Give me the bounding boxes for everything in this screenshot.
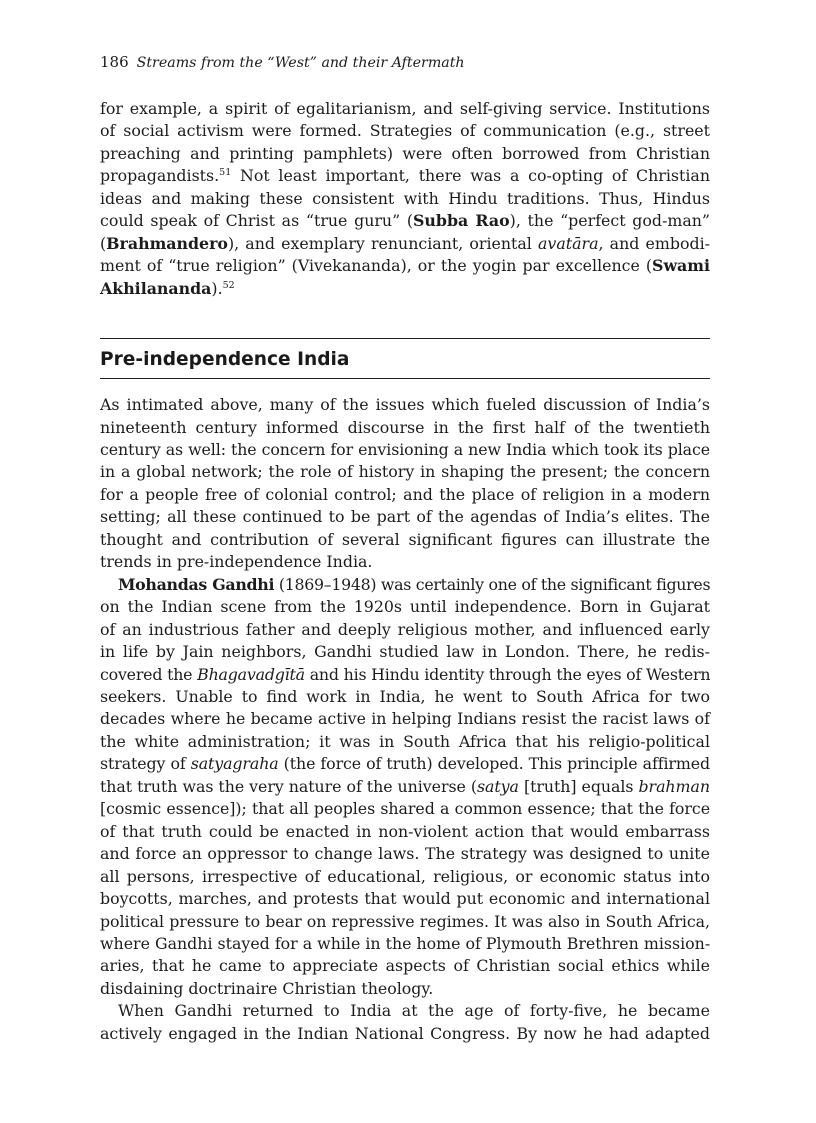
text-fragment: ), the “perfect god-man” [509, 211, 710, 231]
term-satya: satya [476, 776, 519, 796]
text-line: the white administration; it was in South Africa that his religio-political [100, 731, 710, 751]
text-line: preaching and printing pamphlets) were often borrowed from Christian [100, 143, 710, 163]
footnote-ref-51[interactable]: 51 [219, 167, 232, 179]
text-line: aries, that he came to appreciate aspects of Christian social ethics while [100, 956, 710, 976]
text-line: setting; all these continued to be part of the agendas of India’s elites. The [100, 507, 710, 527]
name-mohandas-gandhi: Mohandas Gandhi [118, 574, 275, 594]
text-line: disdaining doctrinaire Christian theology. [100, 978, 434, 998]
text-line: of that truth could be enacted in non-violent action that would embarrass [100, 821, 710, 841]
text-line [100, 753, 710, 775]
text-fragment: ment of “true religion” (Vivekananda), or the yogin par excellence ( [100, 256, 653, 276]
page-number: 186 [100, 53, 129, 71]
text-fragment: that truth was the very nature of the universe ( [100, 776, 477, 796]
text-fragment: could speak of Christ as “true guru” ( [100, 211, 414, 231]
text-fragment: [truth] equals [518, 776, 639, 796]
text-fragment: ). [211, 278, 223, 298]
text-fragment: ), and exemplary renunciant, oriental [227, 233, 538, 253]
section-rule-bottom [100, 378, 710, 379]
text-line: and force an oppressor to change laws. The strategy was designed to unite [100, 844, 710, 864]
text-line: trends in pre-independence India. [100, 552, 373, 572]
paragraph-3 [100, 1000, 710, 1045]
term-satyagraha: satyagraha [190, 754, 279, 774]
running-head [100, 52, 710, 73]
text-fragment: propagandists. [100, 166, 220, 186]
text-line: for example, a spirit of egalitarianism, and self-giving service. Institutions [100, 99, 710, 118]
term-avatara: avatāra [538, 233, 599, 253]
text-line: political pressure to bear on repressive regimes. It was also in South Africa, [100, 911, 710, 931]
text-fragment: Not least important, there was a co-opting of Christian [231, 166, 710, 186]
text-line: where Gandhi stayed for a while in the home of Plymouth Brethren mission- [100, 933, 711, 953]
text-fragment: and his Hindu identity through the eyes of Western [304, 664, 711, 684]
text-line: in a global network; the role of history in shaping the present; the concern [100, 462, 710, 482]
name-brahmandero: Brahmandero [106, 233, 228, 253]
term-brahman: brahman [638, 776, 710, 796]
text-fragment: (1869–1948) was certainly one of the significant figures [274, 574, 711, 594]
text-fragment: ( [100, 233, 107, 253]
term-bhagavadgita: Bhagavadgītā [197, 664, 305, 684]
text-line: actively engaged in the Indian National Congress. By now he had adapted [100, 1023, 710, 1043]
intro-paragraph [100, 98, 710, 300]
text-line: of social activism were formed. Strategies of communication (e.g., street [100, 121, 710, 141]
paragraph-2 [100, 574, 710, 1001]
text-line [100, 233, 710, 255]
text-line: nineteenth century informed discourse in the first half of the twentieth [100, 417, 710, 437]
text-line: seekers. Unable to find work in India, he went to South Africa for two [100, 686, 710, 706]
text-line [100, 278, 710, 300]
text-fragment: covered the [100, 664, 198, 684]
text-line [100, 210, 710, 232]
text-line: [cosmic essence]); that all peoples shared a common essence; that the force [100, 799, 710, 819]
section-heading: Pre-independence India [100, 349, 350, 371]
text-line: century as well: the concern for envisioning a new India which took its place [100, 439, 710, 459]
text-line: for a people free of colonial control; and the place of religion in a modern [100, 484, 710, 504]
text-line: all persons, irrespective of educational, religious, or economic status into [100, 866, 710, 886]
running-title: Streams from the “West” and their Aftermath [136, 55, 465, 71]
text-fragment: (the force of truth) developed. This principle affirmed [278, 754, 710, 774]
text-line: boycotts, marches, and protests that would put economic and international [100, 889, 710, 909]
paragraph-1 [100, 394, 710, 574]
name-subba-rao: Subba Rao [413, 211, 510, 231]
text-fragment: , and embodi- [598, 233, 710, 253]
text-line [100, 255, 710, 277]
text-line: on the Indian scene from the 1920s until independence. Born in Gujarat [100, 597, 710, 617]
text-fragment: strategy of [100, 754, 191, 774]
section-rule-top [100, 338, 710, 339]
text-line [100, 776, 710, 798]
text-line: When Gandhi returned to India at the age of forty-five, he became [118, 1001, 710, 1021]
text-line [100, 574, 710, 596]
footnote-ref-52[interactable]: 52 [222, 279, 235, 291]
text-line: thought and contribution of several significant figures can illustrate the [100, 529, 710, 549]
text-line [100, 664, 710, 686]
text-line: As intimated above, many of the issues which fueled discussion of India’s [100, 395, 710, 415]
name-swami: Swami [652, 256, 710, 276]
text-line: decades where he became active in helping Indians resist the racist laws of [100, 709, 710, 729]
text-line [100, 165, 710, 187]
page [100, 52, 710, 1045]
name-akhilananda: Akhilananda [100, 278, 212, 298]
text-line: in life by Jain neighbors, Gandhi studied law in London. There, he redis- [100, 642, 710, 662]
text-line: ideas and making these consistent with Hindu traditions. Thus, Hindus [100, 188, 710, 208]
text-line: of an industrious father and deeply religious mother, and influenced early [100, 619, 710, 639]
